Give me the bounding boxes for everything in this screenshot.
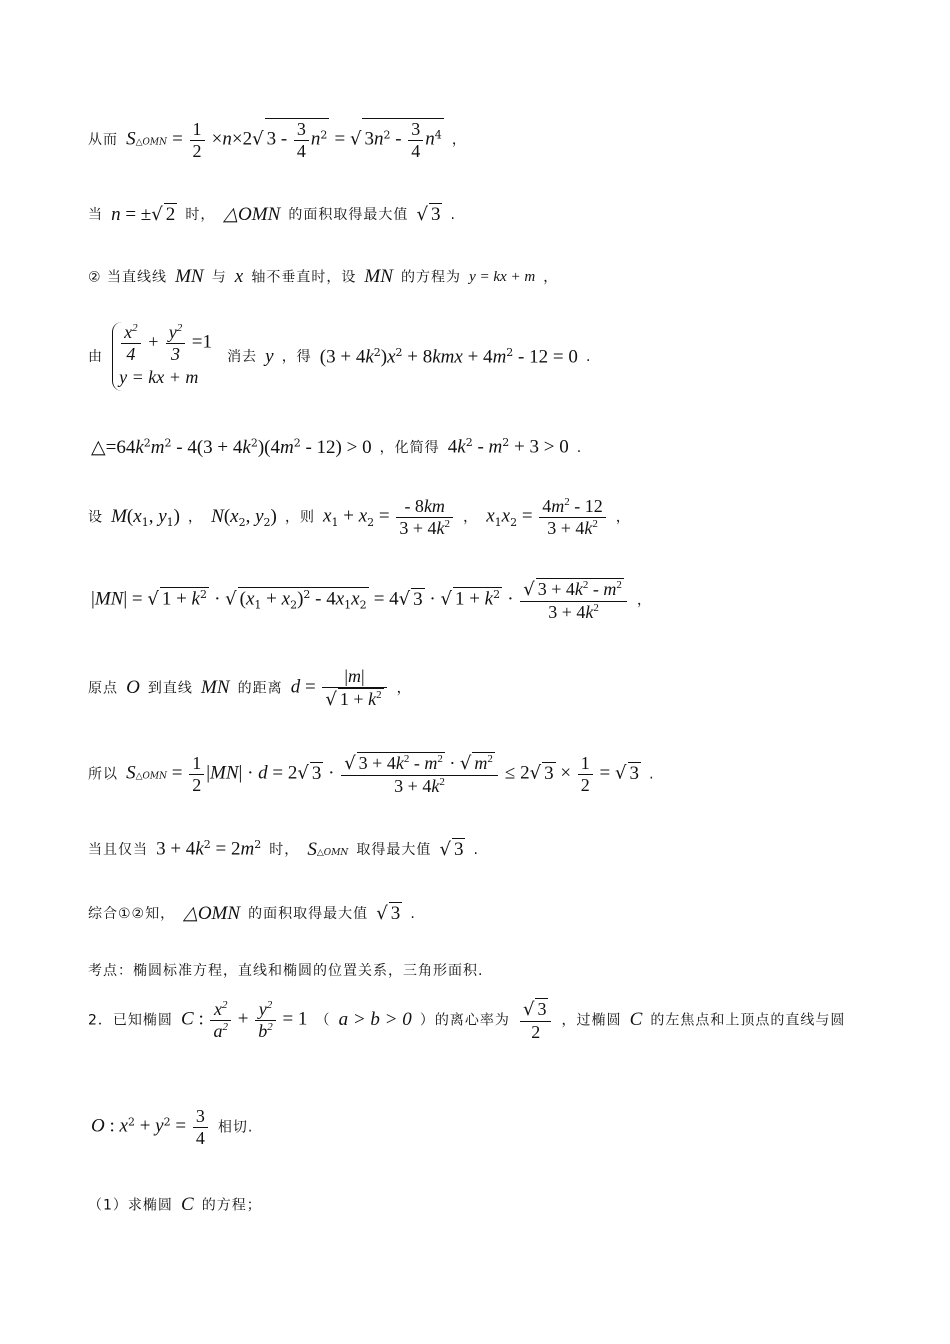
text: . [585,349,592,366]
text: ② 当直线线 [88,269,168,286]
text: 原点 [88,680,118,697]
text: 到直线 [147,680,193,697]
text: 由 [88,349,103,366]
math-mn: MN [175,266,204,287]
math-sqrt3: √ 3 [416,204,441,225]
text: 当且仅当 [88,842,148,858]
conclusion-line [88,902,910,925]
vieta-line [88,496,910,538]
text: 2．已知椭圆 [88,1012,173,1029]
math-c: C [181,1194,194,1215]
math-area-expression: S△OMN = $\frac{1}{2}$ ×n×2√ 3 - $\frac{3}{4}$ $n^2$ = √ $3n^2$ - $\frac{3}{4}$ $n^4$ [126,119,442,161]
math-sqrt3: √ 3 [439,839,464,860]
math-triangle: △OMN [223,204,281,225]
text: 设 [88,509,103,526]
equation-system [112,322,218,391]
math-line-equation: y = kx + m [469,268,536,285]
text: ）的离心率为 [419,1012,510,1029]
text: 所以 [88,766,118,783]
text: . [410,906,416,922]
math-simplified: $4k^2 - m^2 + 3 > 0$ [447,436,569,458]
system-line [88,322,910,391]
text: 的距离 [237,680,283,697]
text-line [88,266,910,288]
text: 时， [185,207,216,223]
math-triangle: △OMN [183,903,241,924]
text: ， [543,269,559,286]
math-sum-roots: $x_1 + x_2$ = $\frac{- 8km}{3 + 4k^2}$ [323,496,455,538]
text: 的左焦点和上顶点的直线与圆 [650,1012,846,1029]
circle-line [88,1106,910,1148]
text: 与 [211,269,227,286]
text: （1）求椭圆 [88,1197,173,1214]
text: 取得最大值 [356,842,432,858]
math-eccentricity: $\frac{√ 3}{2}$ [518,998,553,1042]
system-row-1: $\frac{x^2}{4}$ + $\frac{y^2}{3}$ =1 [119,322,212,364]
math-mn: MN [364,266,393,287]
text: 相切. [217,1119,254,1136]
knowledge-point-text: 考点：椭圆标准方程，直线和椭圆的位置关系，三角形面积. [88,963,484,979]
text: 当 [88,207,103,223]
text: 综合①②知， [88,906,176,922]
text: . [649,766,655,783]
system-row-2: y = kx + m [119,367,199,388]
text: 轴不垂直时，设 [251,269,357,286]
text: 消去 [227,349,258,366]
text: ，则 [284,509,315,526]
math-distance: d = $\frac{|m|}{√ 1 + k^2}$ [291,666,389,710]
text: 从而 [88,132,118,149]
text: ， [637,592,653,609]
equality-condition-line [88,838,910,861]
math-product-roots: $x_1x_2$ = $\frac{4m^2 - 12}{3 + 4k^2}$ [486,496,608,538]
distance-line [88,666,910,710]
equation-line-area-formula [88,118,910,161]
text: 时， [269,842,300,858]
math-y: y [265,345,274,367]
math-circle: O : $x^2 + y^2$ = $\frac{3}{4}$ [91,1106,210,1148]
discriminant-line [88,436,910,459]
text-line [88,203,910,226]
text: ， [396,680,412,697]
math-area-bound: S△OMN = $\frac{1}{2}$ |MN| · d = 2√ 3 · $\frac{√ 3 + 4k^2 - m^2 \cdot √ m^2}{3 + 4k^2}$ ≤ 2√ 3 × $\frac{1}{2}$ = √ 3 [126,753,639,796]
text: ， [188,509,204,526]
chord-length-line [88,578,910,622]
text: ， [463,509,479,526]
math-ellipse: C : $\frac{x^2}{a^2}$ + $\frac{y^2}{b^2}$ = 1 [181,999,308,1041]
math-point-n: $N(x_2$, $y_2$) [211,505,277,529]
math-c: C [629,1009,643,1031]
math-origin: O [126,677,140,699]
text: ， [451,132,467,149]
text: 的方程为 [401,269,462,286]
math-area-symbol: S△OMN [307,838,349,860]
text: . [473,842,479,858]
math-sqrt3: √ 3 [376,903,401,924]
math-mn: MN [201,677,230,699]
math-condition: $3 + 4k^2 = 2m^2$ [156,838,262,860]
math-point-m: $M(x_1$, $y_1$) [111,505,180,529]
math-condition: a > b > 0 [338,1009,412,1031]
math-n-value: n = ±√ 2 [111,204,176,225]
knowledge-point-line [88,960,910,980]
math-quadratic: $(3 + 4k^2)x^2 + 8kmx + 4m^2 - 12 = 0$ [319,345,578,367]
text: ，过椭圆 [561,1012,622,1029]
math-discriminant: $\triangle=64k^2m^2 - 4(3 + 4k^2)(4m^2 - 12) > 0$ [91,436,372,458]
sub-question-1 [88,1194,910,1216]
text: . [576,440,583,456]
text: 的方程； [201,1197,262,1214]
text: （ [315,1012,331,1029]
text: ，化简得 [379,440,440,456]
area-bound-line [88,752,910,796]
text: 的面积取得最大值 [248,906,369,922]
text: 的面积取得最大值 [288,207,409,223]
text: ， [615,509,631,526]
math-x: x [234,266,244,287]
text: ，得 [281,349,312,366]
math-chord-length: |MN| = √ $1 + k^2$ · √ $(x_1 + x_2)^2 - 4x_1x_2 = 4√$ 3 · √ $1 + k^2$ · $\frac{√ 3 + 4k^2 - m^2}{3 + 4k^2}$ [91,578,629,622]
problem-2-statement [88,998,910,1042]
text: . [450,207,456,223]
